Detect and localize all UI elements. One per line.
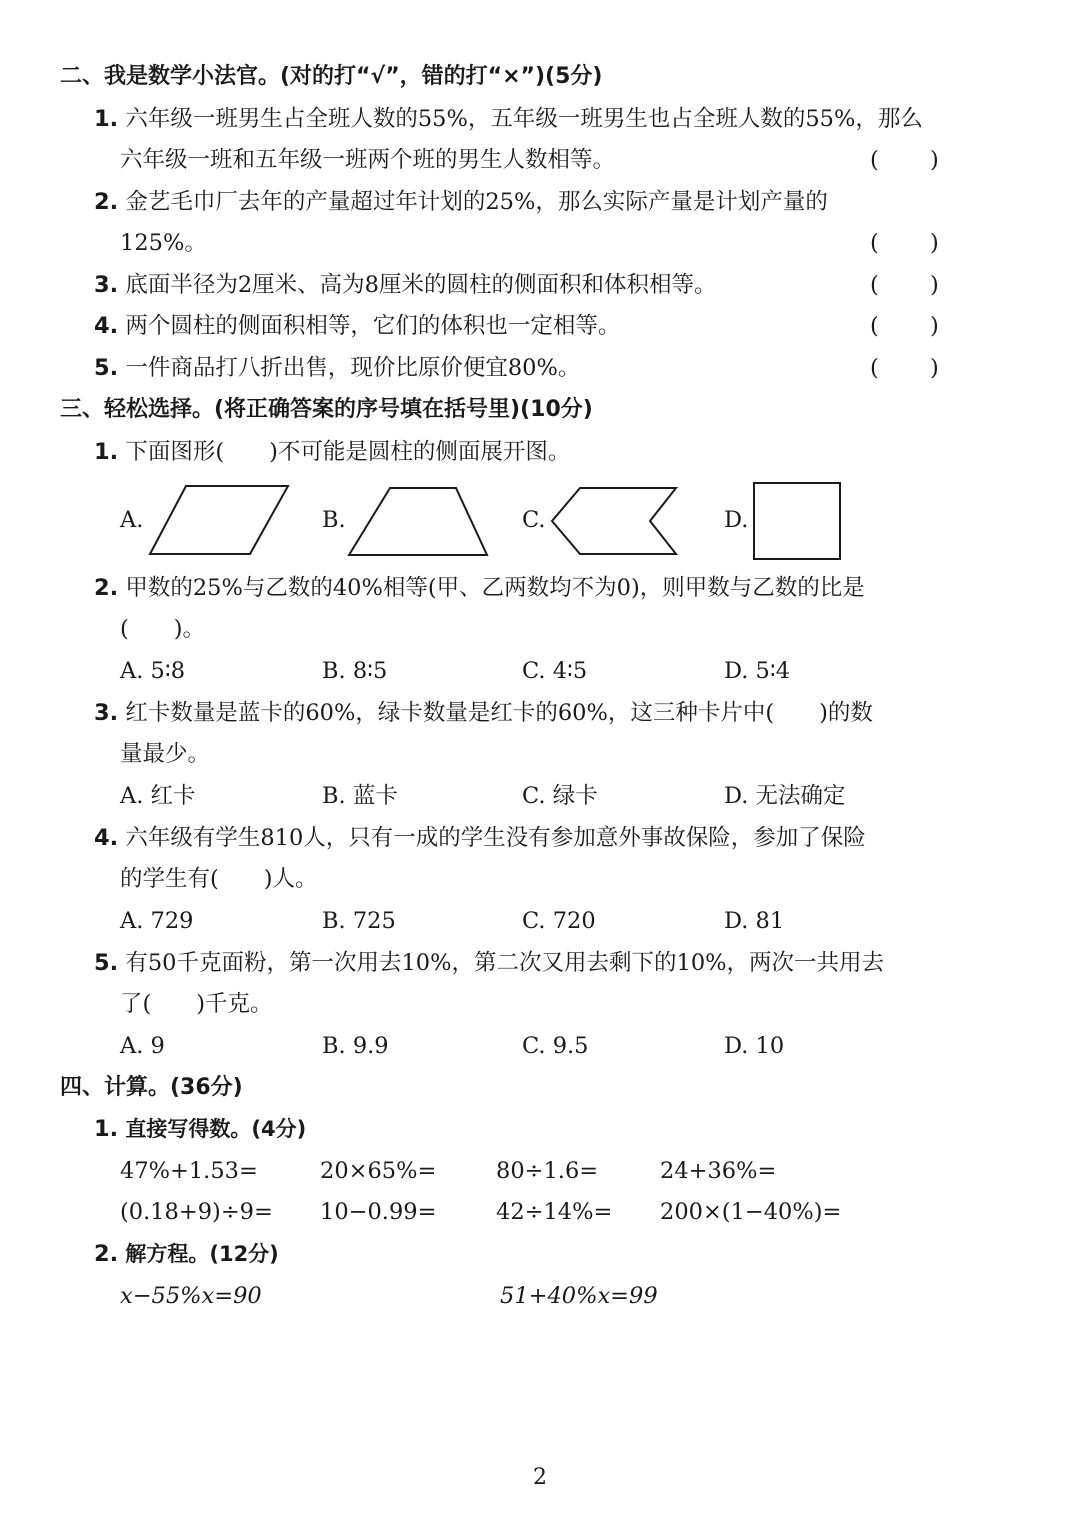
s3-q5-option-c: C. 9.5 (522, 1033, 589, 1059)
s2-item-1-number: 1. (94, 106, 119, 132)
s3-q4-line2: 的学生有( )人。 (120, 866, 318, 892)
s3-q5-text: 有50千克面粉，第一次用去10%，第二次又用去剩下的10%，两次一共用去 (125, 950, 885, 976)
s4-part-2-number: 2. (94, 1241, 119, 1267)
calc-item: 10−0.99= (320, 1199, 437, 1225)
option-a-label: A. (120, 507, 144, 533)
s3-q3-option-b: B. 蓝卡 (322, 783, 398, 809)
s2-item-4 (94, 311, 620, 341)
s2-item-2-text: 金艺毛巾厂去年的产量超过年计划的25%，那么实际产量是计划产量的 (125, 189, 828, 215)
s3-q2-line1 (94, 573, 865, 603)
s3-q4-text: 六年级有学生810人，只有一成的学生没有参加意外事故保险，参加了保险 (125, 825, 866, 851)
s2-item-3-text: 底面半径为2厘米、高为8厘米的圆柱的侧面积和体积相等。 (125, 272, 717, 298)
s2-item-3 (94, 270, 717, 300)
equation-1: x−55%x=90 (120, 1283, 262, 1309)
s3-q3-line2: 量最少。 (120, 741, 211, 767)
s3-q5-option-b: B. 9.9 (322, 1033, 389, 1059)
s3-q4-line1 (94, 823, 866, 853)
s2-item-5 (94, 353, 580, 383)
s2-item-4-number: 4. (94, 313, 119, 339)
s3-q4-option-c: C. 720 (522, 908, 596, 934)
option-d-label: D. (724, 507, 749, 533)
s3-q1-number: 1. (94, 439, 119, 465)
option-c-label: C. (522, 507, 546, 533)
calc-item: 200×(1−40%)= (660, 1199, 842, 1225)
s3-q4-option-b: B. 725 (322, 908, 396, 934)
s3-q2-option-b: B. 8∶5 (322, 658, 388, 684)
s4-part-1-title (94, 1114, 306, 1144)
s3-q1-text: 下面图形( )不可能是圆柱的侧面展开图。 (125, 439, 571, 465)
s3-q3-option-a: A. 红卡 (120, 783, 196, 809)
s4-part-1-text: 直接写得数。(4分) (125, 1117, 307, 1141)
calc-item: 42÷14%= (496, 1199, 613, 1225)
chevron-shape-icon (550, 486, 680, 558)
equation-2: 51+40%x=99 (500, 1283, 658, 1309)
section-3-title: 三、轻松选择。(将正确答案的序号填在括号里)(10分) (60, 397, 593, 422)
s3-q3-text: 红卡数量是蓝卡的60%，绿卡数量是红卡的60%，这三种卡片中( )的数 (125, 700, 873, 726)
s3-q1 (94, 437, 570, 467)
s3-q4-option-d: D. 81 (724, 908, 785, 934)
s2-item-3-number: 3. (94, 272, 119, 298)
s2-item-2-line1 (94, 187, 828, 217)
s3-q3-option-d: D. 无法确定 (724, 783, 846, 809)
section-2-title: 二、我是数学小法官。(对的打“√”，错的打“×”)(5分) (60, 64, 603, 89)
s4-part-1-number: 1. (94, 1116, 119, 1142)
s3-q3-line1 (94, 698, 873, 728)
s3-q2-number: 2. (94, 575, 119, 601)
s4-part-2-title (94, 1239, 279, 1269)
s3-q5-option-a: A. 9 (120, 1033, 165, 1059)
s3-q5-line1 (94, 948, 884, 978)
s2-item-2-number: 2. (94, 189, 119, 215)
calc-item: (0.18+9)÷9= (120, 1199, 273, 1225)
calc-item: 24+36%= (660, 1158, 777, 1184)
s2-item-4-text: 两个圆柱的侧面积相等，它们的体积也一定相等。 (125, 313, 621, 339)
parallelogram-icon (148, 484, 290, 556)
section-4-title: 四、计算。(36分) (60, 1075, 243, 1100)
s2-item-1-text: 六年级一班男生占全班人数的55%，五年级一班男生也占全班人数的55%，那么 (125, 106, 923, 132)
s4-part-2-text: 解方程。(12分) (125, 1242, 279, 1266)
s3-q5-line2: 了( )千克。 (120, 991, 273, 1017)
s2-item-5-text: 一件商品打八折出售，现价比原价便宜80%。 (125, 355, 581, 381)
s2-item-1-line1 (94, 104, 923, 134)
s3-q2-option-c: C. 4∶5 (522, 658, 588, 684)
s3-q5-number: 5. (94, 950, 119, 976)
s3-q4-option-a: A. 729 (120, 908, 194, 934)
s3-q3-option-c: C. 绿卡 (522, 783, 598, 809)
trapezoid-icon (346, 486, 490, 558)
calc-item: 80÷1.6= (496, 1158, 599, 1184)
s3-q4-number: 4. (94, 825, 119, 851)
s3-q3-number: 3. (94, 700, 119, 726)
s3-q5-option-d: D. 10 (724, 1033, 785, 1059)
s3-q2-line2: ( )。 (120, 616, 206, 642)
calc-item: 20×65%= (320, 1158, 437, 1184)
option-b-label: B. (322, 507, 346, 533)
s3-q2-option-d: D. 5∶4 (724, 658, 791, 684)
s3-q2-text: 甲数的25%与乙数的40%相等(甲、乙两数均不为0)，则甲数与乙数的比是 (125, 575, 865, 601)
s2-item-2-line2: 125%。 (120, 230, 207, 256)
s3-q2-option-a: A. 5∶8 (120, 658, 186, 684)
page-number: 2 (533, 1465, 547, 1490)
square-icon (752, 481, 842, 561)
calc-item: 47%+1.53= (120, 1158, 258, 1184)
s2-item-1-line2: 六年级一班和五年级一班两个班的男生人数相等。 (120, 147, 616, 173)
s2-item-5-number: 5. (94, 355, 119, 381)
